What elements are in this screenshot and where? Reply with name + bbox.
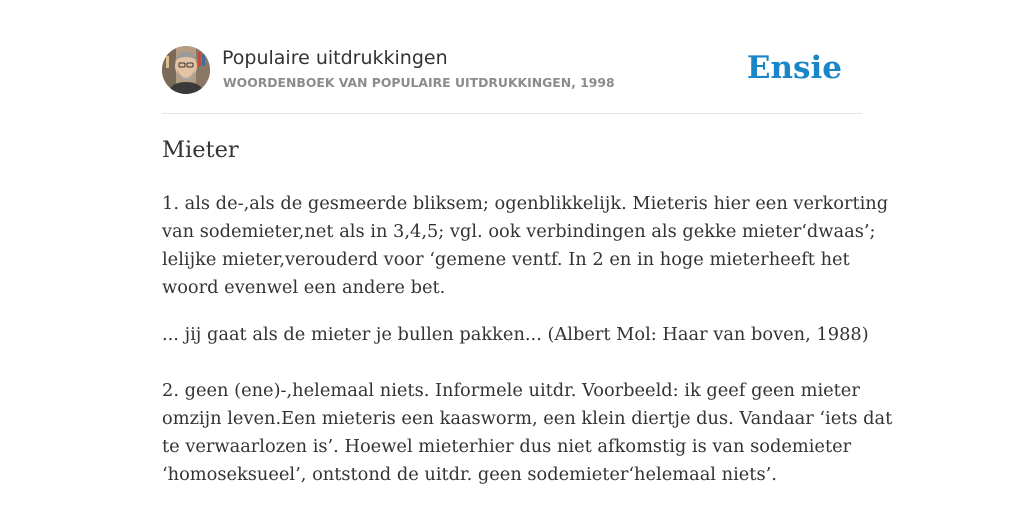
source-subtitle: WOORDENBOEK VAN POPULAIRE UITDRUKKINGEN, 1998 bbox=[223, 75, 615, 90]
person-portrait-icon bbox=[162, 46, 210, 94]
example-quote bbox=[162, 321, 867, 349]
definition-paragraph-1 bbox=[162, 190, 889, 302]
paragraph-line: van sodemieter,net als in 3,4,5; vgl. ook verbindingen als gekke mieter‘dwaas’; bbox=[162, 221, 876, 242]
paragraph-line: te verwaarlozen is’. Hoewel mieterhier dus niet afkomstig is van sodemieter bbox=[162, 436, 852, 457]
ensie-logo[interactable]: Ensie bbox=[746, 50, 842, 86]
avatar[interactable] bbox=[162, 46, 210, 94]
definition-paragraph-2 bbox=[162, 377, 893, 489]
paragraph-line: 2. geen (ene)-,helemaal niets. Informele uitdr. Voorbeeld: ik geef geen mieter bbox=[162, 380, 860, 401]
source-header bbox=[162, 46, 862, 98]
header-divider bbox=[162, 113, 862, 114]
source-name[interactable]: Populaire uitdrukkingen bbox=[222, 47, 448, 69]
paragraph-line: woord evenwel een andere bet. bbox=[162, 277, 446, 298]
paragraph-line: 1. als de-,als de gesmeerde bliksem; ogenblikkelijk. Mieteris hier een verkorting bbox=[162, 193, 889, 214]
quote-text: ... jij gaat als de mieter je bullen pakken... (Albert Mol: Haar van boven, 1988) bbox=[162, 324, 869, 345]
paragraph-line: lelijke mieter,verouderd voor ‘gemene ventf. In 2 en in hoge mieterheeft het bbox=[162, 249, 850, 270]
paragraph-line: omzijn leven.Een mieteris een kaasworm, een klein diertje dus. Vandaar ‘iets dat bbox=[162, 408, 893, 429]
entry-title: Mieter bbox=[162, 137, 239, 163]
paragraph-line: ‘homoseksueel’, ontstond de uitdr. geen sodemieter‘helemaal niets’. bbox=[162, 464, 777, 485]
